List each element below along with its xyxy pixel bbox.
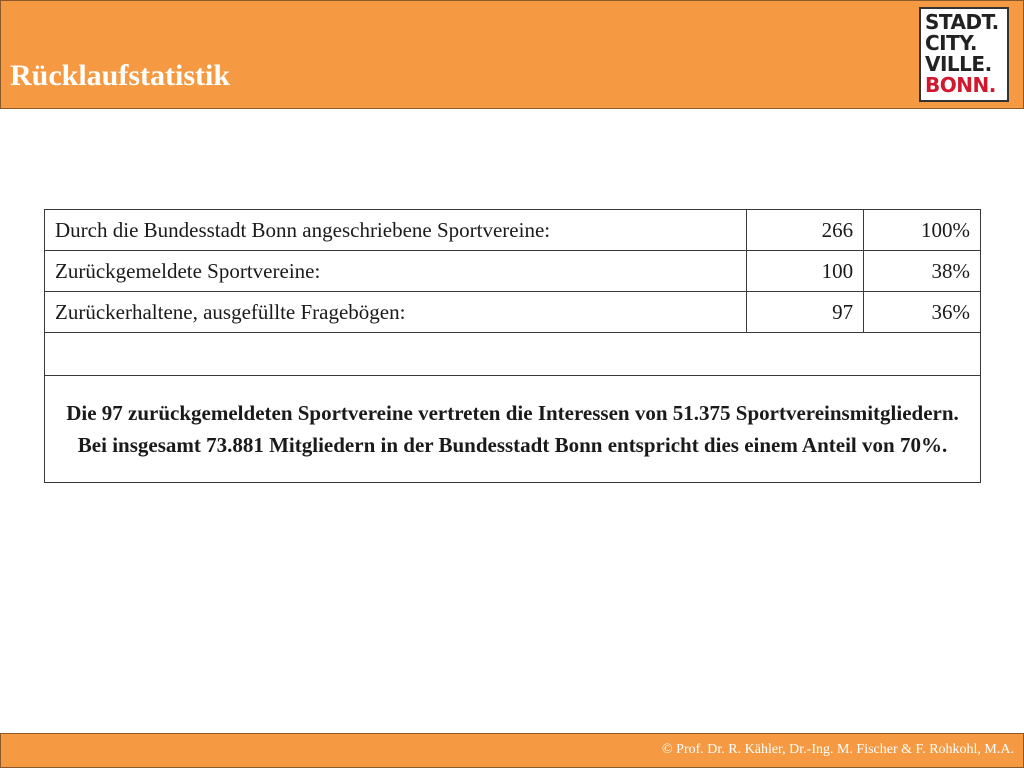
row-count: 97	[747, 292, 864, 333]
row-count: 266	[747, 210, 864, 251]
row-label: Durch die Bundesstadt Bonn angeschriebene Sportvereine:	[45, 210, 747, 251]
row-percent: 38%	[864, 251, 981, 292]
logo-line-bonn: BONN.	[925, 73, 996, 97]
logo-line: CITY.	[925, 31, 978, 55]
empty-row	[45, 333, 981, 376]
row-percent: 36%	[864, 292, 981, 333]
copyright-text: © Prof. Dr. R. Kähler, Dr.-Ing. M. Fischer & F. Rohkohl, M.A.	[662, 742, 1014, 757]
row-count: 100	[747, 251, 864, 292]
header-bar	[0, 0, 1024, 109]
table-row	[45, 251, 981, 292]
row-label: Zurückerhaltene, ausgefüllte Fragebögen:	[45, 292, 747, 333]
row-label: Zurückgemeldete Sportvereine:	[45, 251, 747, 292]
slide-title: Rücklaufstatistik	[10, 59, 231, 92]
footer-bar	[0, 733, 1024, 768]
summary-row	[45, 376, 981, 483]
stadt-bonn-logo	[919, 7, 1009, 102]
row-percent: 100%	[864, 210, 981, 251]
table-row	[45, 210, 981, 251]
logo-line: STADT.	[925, 10, 999, 34]
empty-cell	[45, 333, 981, 376]
table-row	[45, 292, 981, 333]
logo-line: VILLE.	[925, 52, 992, 76]
summary-text: Die 97 zurückgemeldeten Sportvereine vertreten die Interessen von 51.375 Sportvereinsmitgliedern. Bei insgesamt 73.881 Mitgliedern in der Bundesstadt Bonn entspricht dies einem Anteil von 70%.	[45, 376, 981, 483]
return-statistics-table	[44, 209, 981, 483]
